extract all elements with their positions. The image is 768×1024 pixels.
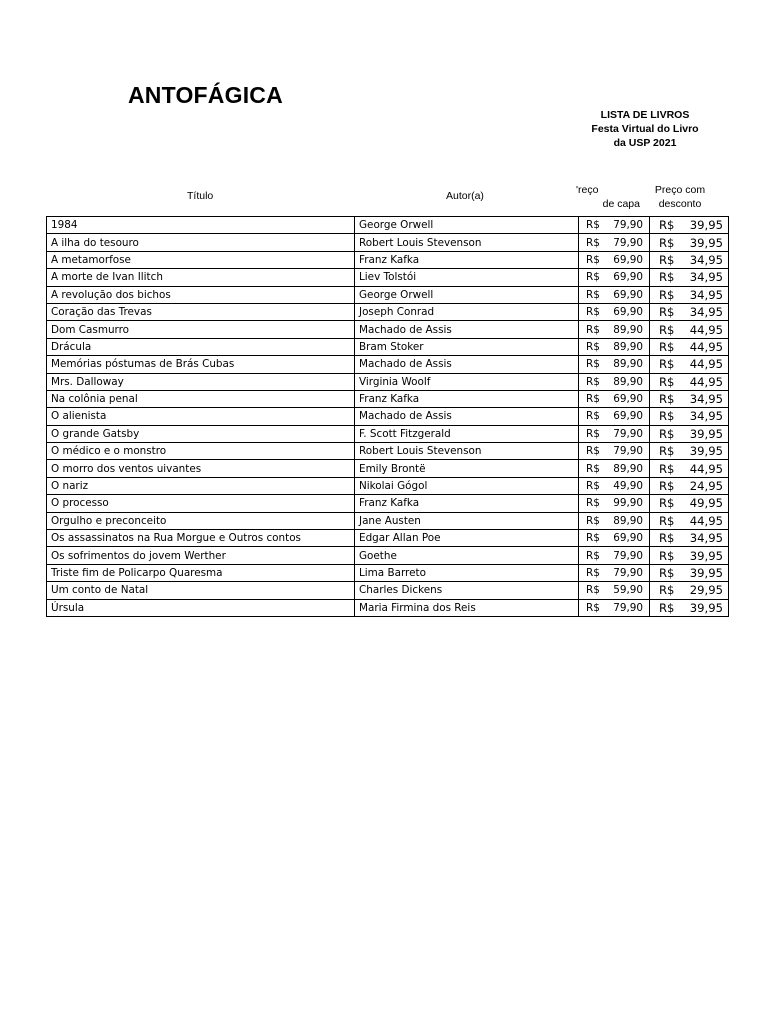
currency-symbol: R$	[659, 287, 675, 302]
cover-price-cell	[579, 217, 650, 234]
price-value: 29,95	[689, 583, 723, 598]
table-row	[47, 443, 729, 460]
price-value: 69,90	[613, 393, 643, 406]
cover-price-cell	[579, 234, 650, 251]
book-author-cell: Robert Louis Stevenson	[355, 443, 579, 460]
currency-symbol: R$	[586, 549, 600, 562]
price-value: 79,90	[613, 549, 643, 562]
price-value: 34,95	[689, 531, 723, 546]
table-row	[47, 495, 729, 512]
price-value: 39,95	[689, 426, 723, 441]
book-author-cell: Machado de Assis	[355, 356, 579, 373]
column-header-discount-price-line2: desconto	[658, 198, 702, 210]
currency-symbol: R$	[586, 601, 600, 614]
currency-symbol: R$	[659, 374, 675, 389]
cover-price-cell	[579, 530, 650, 547]
currency-symbol: R$	[586, 393, 600, 406]
currency-symbol: R$	[659, 461, 675, 476]
table-row	[47, 373, 729, 390]
currency-symbol: R$	[659, 531, 675, 546]
currency-symbol: R$	[586, 584, 600, 597]
price-value: 34,95	[689, 409, 723, 424]
price-value: 44,95	[689, 322, 723, 337]
currency-symbol: R$	[659, 339, 675, 354]
price-value: 49,90	[613, 480, 643, 493]
book-author-cell: Franz Kafka	[355, 251, 579, 268]
price-value: 89,90	[613, 358, 643, 371]
currency-symbol: R$	[659, 252, 675, 267]
discount-price-cell	[650, 321, 729, 338]
discount-price-cell	[650, 582, 729, 599]
cover-price-cell	[579, 251, 650, 268]
currency-symbol: R$	[586, 236, 600, 249]
price-value: 34,95	[689, 270, 723, 285]
book-author-cell: Virginia Woolf	[355, 373, 579, 390]
currency-symbol: R$	[586, 288, 600, 301]
discount-price-cell	[650, 269, 729, 286]
currency-symbol: R$	[586, 323, 600, 336]
table-row	[47, 582, 729, 599]
price-value: 79,90	[613, 567, 643, 579]
book-title-cell: Memórias póstumas de Brás Cubas	[47, 356, 355, 373]
book-title-cell: Os sofrimentos do jovem Werther	[47, 547, 355, 564]
price-value: 79,90	[613, 445, 643, 458]
discount-price-cell	[650, 443, 729, 460]
price-value: 99,90	[613, 497, 643, 510]
cover-price-cell	[579, 599, 650, 616]
price-value: 69,90	[613, 306, 643, 319]
discount-price-cell	[650, 373, 729, 390]
table-row	[47, 286, 729, 303]
list-title-line1: LISTA DE LIVROS	[600, 109, 690, 121]
book-title-cell: A morte de Ivan Ilitch	[47, 269, 355, 286]
currency-symbol: R$	[659, 444, 675, 459]
price-value: 34,95	[689, 287, 723, 302]
price-value: 69,90	[613, 288, 643, 301]
cover-price-cell	[579, 356, 650, 373]
discount-price-cell	[650, 599, 729, 616]
price-value: 69,90	[613, 532, 643, 545]
book-author-cell: Emily Brontë	[355, 460, 579, 477]
currency-symbol: R$	[659, 513, 675, 528]
price-value: 39,95	[689, 218, 723, 233]
currency-symbol: R$	[586, 514, 600, 527]
price-value: 44,95	[689, 357, 723, 372]
currency-symbol: R$	[586, 219, 600, 232]
table-row	[47, 338, 729, 355]
column-header-title: Título	[187, 190, 214, 202]
table-row	[47, 564, 729, 581]
cover-price-cell	[579, 373, 650, 390]
book-title-cell: A metamorfose	[47, 251, 355, 268]
table-row	[47, 425, 729, 442]
price-value: 39,95	[689, 600, 723, 615]
currency-symbol: R$	[659, 392, 675, 407]
book-table	[46, 216, 729, 617]
price-value: 79,90	[613, 427, 643, 440]
cover-price-cell	[579, 547, 650, 564]
column-header-author: Autor(a)	[446, 190, 484, 202]
price-value: 44,95	[689, 513, 723, 528]
price-value: 89,90	[613, 514, 643, 527]
currency-symbol: R$	[586, 497, 600, 510]
book-author-cell: Lima Barreto	[355, 564, 579, 581]
book-author-cell: F. Scott Fitzgerald	[355, 425, 579, 442]
table-row	[47, 217, 729, 234]
currency-symbol: R$	[586, 567, 600, 579]
book-title-cell: O nariz	[47, 477, 355, 494]
book-title-cell: O processo	[47, 495, 355, 512]
currency-symbol: R$	[586, 532, 600, 545]
column-header-discount-price	[646, 183, 714, 211]
book-author-cell: Maria Firmina dos Reis	[355, 599, 579, 616]
price-value: 44,95	[689, 339, 723, 354]
cover-price-cell	[579, 495, 650, 512]
price-value: 79,90	[613, 601, 643, 614]
price-value: 24,95	[689, 479, 723, 494]
table-row	[47, 234, 729, 251]
currency-symbol: R$	[659, 235, 675, 250]
currency-symbol: R$	[586, 410, 600, 423]
currency-symbol: R$	[659, 583, 675, 598]
list-title	[560, 108, 730, 150]
book-author-cell: George Orwell	[355, 217, 579, 234]
price-value: 44,95	[689, 461, 723, 476]
price-value: 89,90	[613, 340, 643, 353]
table-row	[47, 356, 729, 373]
price-value: 34,95	[689, 305, 723, 320]
cover-price-cell	[579, 408, 650, 425]
discount-price-cell	[650, 217, 729, 234]
book-title-cell: Um conto de Natal	[47, 582, 355, 599]
currency-symbol: R$	[659, 218, 675, 233]
currency-symbol: R$	[659, 426, 675, 441]
price-value: 79,90	[613, 236, 643, 249]
cover-price-cell	[579, 443, 650, 460]
price-value: 34,95	[689, 392, 723, 407]
book-title-cell: O grande Gatsby	[47, 425, 355, 442]
column-header-cover-price-line2: de capa	[602, 198, 640, 210]
currency-symbol: R$	[659, 305, 675, 320]
book-title-cell: Úrsula	[47, 599, 355, 616]
list-title-line3: da USP 2021	[613, 137, 677, 149]
price-value: 89,90	[613, 323, 643, 336]
price-value: 69,90	[613, 410, 643, 423]
cover-price-cell	[579, 582, 650, 599]
table-row	[47, 547, 729, 564]
cover-price-cell	[579, 425, 650, 442]
discount-price-cell	[650, 234, 729, 251]
book-author-cell: Machado de Assis	[355, 408, 579, 425]
book-author-cell: Robert Louis Stevenson	[355, 234, 579, 251]
discount-price-cell	[650, 495, 729, 512]
publisher-name: ANTOFÁGICA	[128, 82, 283, 108]
discount-price-cell	[650, 425, 729, 442]
book-author-cell: Machado de Assis	[355, 321, 579, 338]
currency-symbol: R$	[659, 270, 675, 285]
price-value: 44,95	[689, 374, 723, 389]
currency-symbol: R$	[659, 409, 675, 424]
discount-price-cell	[650, 390, 729, 407]
price-value: 89,90	[613, 462, 643, 475]
book-title-cell: Mrs. Dalloway	[47, 373, 355, 390]
book-title-cell: A revolução dos bichos	[47, 286, 355, 303]
discount-price-cell	[650, 460, 729, 477]
discount-price-cell	[650, 530, 729, 547]
list-title-line2: Festa Virtual do Livro	[591, 123, 699, 135]
book-title-cell: Drácula	[47, 338, 355, 355]
book-author-cell: Nikolai Gógol	[355, 477, 579, 494]
table-row	[47, 460, 729, 477]
price-value: 34,95	[689, 252, 723, 267]
price-value: 69,90	[613, 253, 643, 266]
book-table-body	[47, 217, 729, 617]
currency-symbol: R$	[659, 496, 675, 511]
table-row	[47, 251, 729, 268]
currency-symbol: R$	[586, 340, 600, 353]
cover-price-cell	[579, 390, 650, 407]
discount-price-cell	[650, 303, 729, 320]
currency-symbol: R$	[586, 480, 600, 493]
discount-price-cell	[650, 356, 729, 373]
price-value: 39,95	[689, 548, 723, 563]
book-title-cell: O morro dos ventos uivantes	[47, 460, 355, 477]
price-value: 39,95	[689, 235, 723, 250]
currency-symbol: R$	[586, 445, 600, 458]
currency-symbol: R$	[659, 322, 675, 337]
discount-price-cell	[650, 547, 729, 564]
cover-price-cell	[579, 512, 650, 529]
book-title-cell: Coração das Trevas	[47, 303, 355, 320]
table-row	[47, 269, 729, 286]
table-row	[47, 390, 729, 407]
price-value: 79,90	[613, 219, 643, 232]
currency-symbol: R$	[586, 427, 600, 440]
book-title-cell: Na colônia penal	[47, 390, 355, 407]
book-author-cell: Goethe	[355, 547, 579, 564]
currency-symbol: R$	[586, 271, 600, 284]
book-author-cell: Edgar Allan Poe	[355, 530, 579, 547]
book-title-cell: Orgulho e preconceito	[47, 512, 355, 529]
price-value: 39,95	[689, 566, 723, 580]
price-value: 59,90	[613, 584, 643, 597]
currency-symbol: R$	[659, 548, 675, 563]
book-author-cell: Bram Stoker	[355, 338, 579, 355]
cover-price-cell	[579, 303, 650, 320]
currency-symbol: R$	[659, 600, 675, 615]
table-row	[47, 408, 729, 425]
currency-symbol: R$	[659, 479, 675, 494]
book-author-cell: Franz Kafka	[355, 390, 579, 407]
currency-symbol: R$	[659, 566, 675, 580]
currency-symbol: R$	[586, 358, 600, 371]
book-title-cell: Os assassinatos na Rua Morgue e Outros contos	[47, 530, 355, 547]
book-title-cell: O médico e o monstro	[47, 443, 355, 460]
currency-symbol: R$	[659, 357, 675, 372]
book-author-cell: Charles Dickens	[355, 582, 579, 599]
book-title-cell: 1984	[47, 217, 355, 234]
table-row	[47, 599, 729, 616]
price-value: 39,95	[689, 444, 723, 459]
book-title-cell: Dom Casmurro	[47, 321, 355, 338]
table-row	[47, 512, 729, 529]
book-author-cell: George Orwell	[355, 286, 579, 303]
cover-price-cell	[579, 321, 650, 338]
currency-symbol: R$	[586, 306, 600, 319]
currency-symbol: R$	[586, 462, 600, 475]
currency-symbol: R$	[586, 253, 600, 266]
cover-price-cell	[579, 477, 650, 494]
cover-price-cell	[579, 269, 650, 286]
table-row	[47, 477, 729, 494]
book-author-cell: Joseph Conrad	[355, 303, 579, 320]
column-header-cover-price-line1: 'reço	[576, 184, 599, 196]
discount-price-cell	[650, 564, 729, 581]
cover-price-cell	[579, 286, 650, 303]
book-title-cell: A ilha do tesouro	[47, 234, 355, 251]
column-header-cover-price	[570, 183, 640, 211]
discount-price-cell	[650, 338, 729, 355]
book-title-cell: O alienista	[47, 408, 355, 425]
discount-price-cell	[650, 286, 729, 303]
table-row	[47, 303, 729, 320]
discount-price-cell	[650, 512, 729, 529]
currency-symbol: R$	[586, 375, 600, 388]
discount-price-cell	[650, 408, 729, 425]
cover-price-cell	[579, 460, 650, 477]
book-author-cell: Franz Kafka	[355, 495, 579, 512]
book-author-cell: Jane Austen	[355, 512, 579, 529]
book-author-cell: Liev Tolstói	[355, 269, 579, 286]
price-value: 49,95	[689, 496, 723, 511]
cover-price-cell	[579, 564, 650, 581]
column-header-discount-price-line1: Preço com	[654, 184, 706, 196]
price-value: 69,90	[613, 271, 643, 284]
price-value: 89,90	[613, 375, 643, 388]
book-title-cell: Triste fim de Policarpo Quaresma	[47, 564, 355, 581]
table-row	[47, 530, 729, 547]
cover-price-cell	[579, 338, 650, 355]
table-row	[47, 321, 729, 338]
discount-price-cell	[650, 251, 729, 268]
discount-price-cell	[650, 477, 729, 494]
